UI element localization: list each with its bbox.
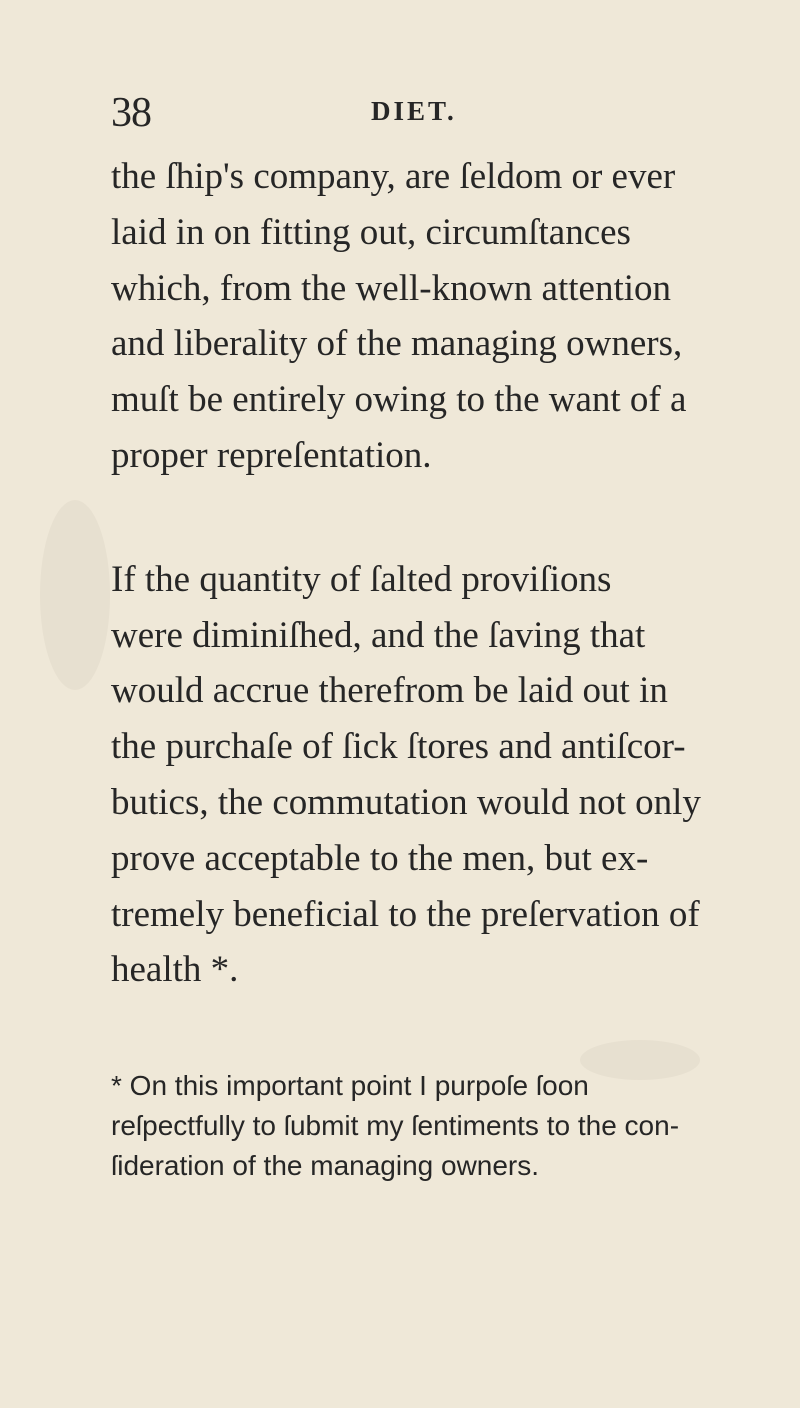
- footnote-line: ſideration of the managing owners.: [111, 1150, 540, 1181]
- text-line: muſt be entirely owing to the want of a: [111, 379, 687, 421]
- text-line: the purchaſe of ſick ſtores and antiſcor-: [111, 726, 686, 768]
- footnote-line: * On this important point I purpoſe ſoon: [111, 1070, 589, 1101]
- text-line: the ſhip's company, are ſeldom or ever: [111, 156, 676, 197]
- text-line: which, from the well-known attention: [111, 267, 672, 309]
- text-line: tremely beneficial to the preſervation of: [111, 893, 700, 935]
- text-line: were diminiſhed, and the ſaving that: [111, 614, 646, 656]
- text-line: would accrue therefrom be laid out in: [111, 670, 668, 712]
- text-line: health *.: [111, 949, 239, 991]
- main-text: [111, 149, 800, 998]
- text-line: If the quantity of ſalted proviſions: [111, 558, 612, 600]
- text-line: proper repreſentation.: [111, 434, 432, 476]
- paragraph-break: [111, 484, 800, 552]
- text-line: laid in on fitting out, circumſtances: [111, 211, 631, 253]
- running-title: DIET.: [371, 96, 457, 126]
- page-number: 38: [111, 90, 151, 136]
- footnote-line: reſpectfully to ſubmit my ſentiments to the con-: [111, 1110, 680, 1141]
- text-line: prove acceptable to the men, but ex-: [111, 837, 649, 879]
- footnote: [111, 1066, 800, 1186]
- running-header: [111, 86, 671, 140]
- paper-shadow-mark: [40, 500, 110, 690]
- text-line: butics, the commutation would not only: [111, 781, 701, 823]
- text-line: and liberality of the managing owners,: [111, 323, 683, 365]
